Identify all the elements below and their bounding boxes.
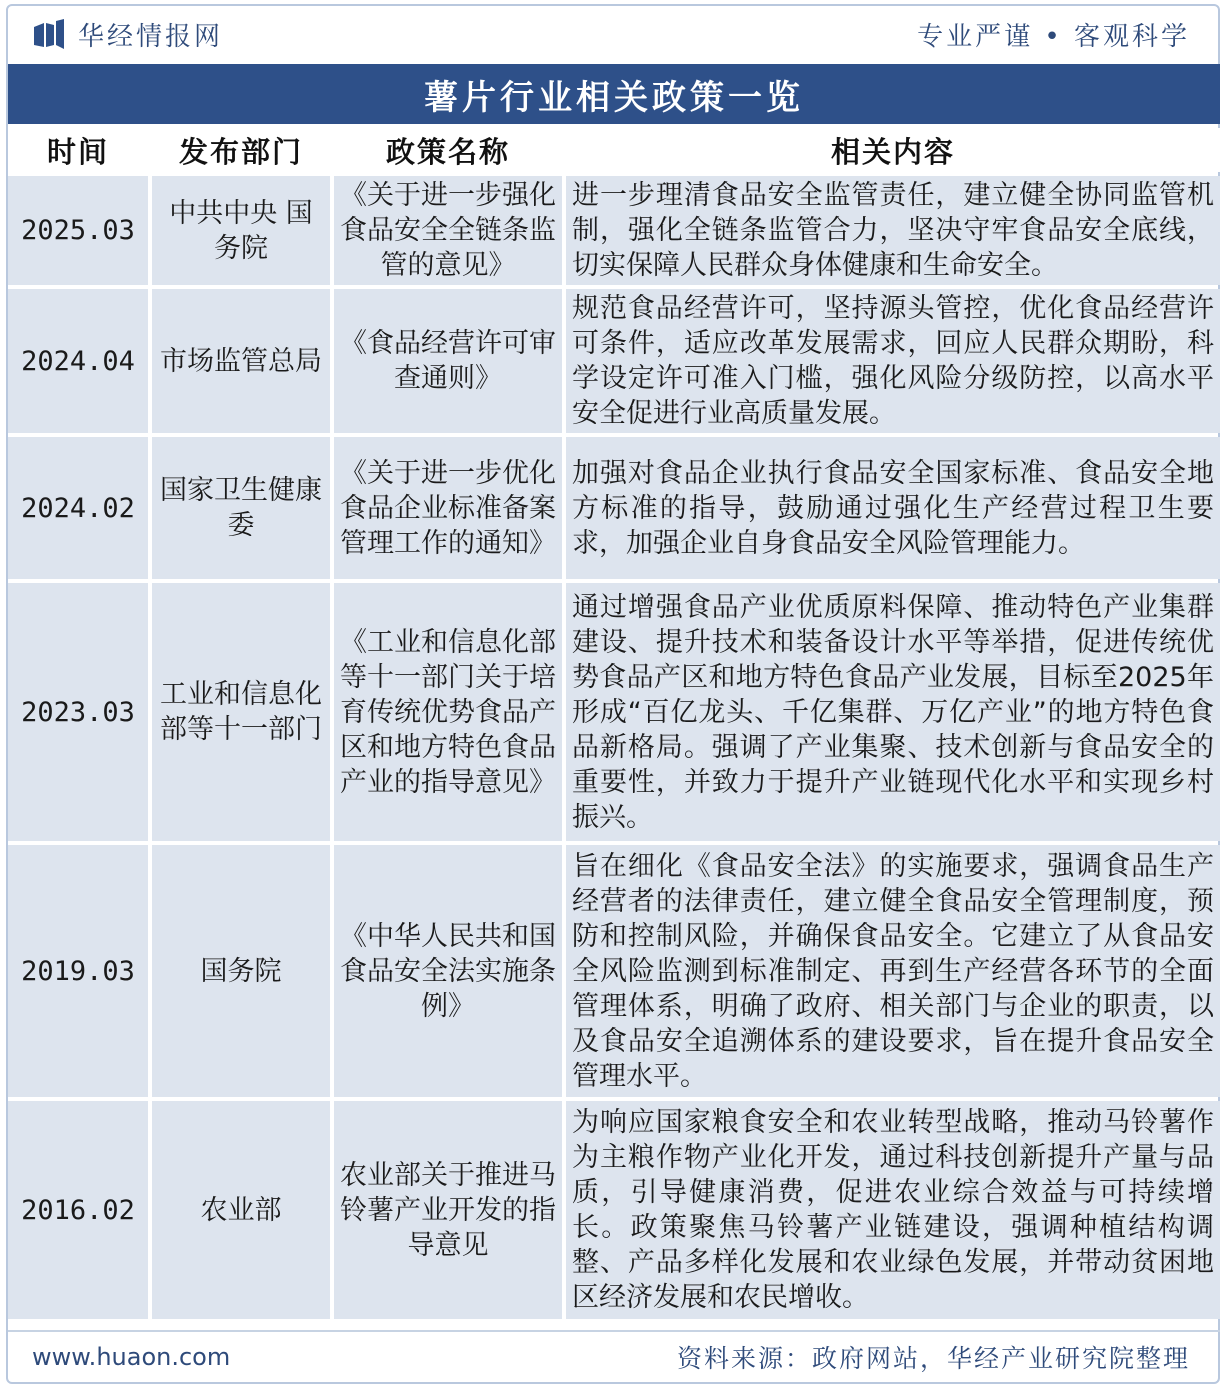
cell-date: 2016.02 <box>8 1101 148 1319</box>
cell-policy-name: 《中华人民共和国食品安全法实施条例》 <box>334 845 562 1097</box>
column-header-dept: 发布部门 <box>152 128 330 172</box>
cell-content: 进一步理清食品安全监管责任，建立健全协同监管机制，强化全链条监管合力，坚决守牢食品安全底线，切实保障人民群众身体健康和生命安全。 <box>566 176 1220 285</box>
footer <box>8 1330 1220 1382</box>
table-row <box>8 176 1220 285</box>
cell-dept: 国家卫生健康委 <box>152 437 330 579</box>
table-row <box>8 1101 1220 1319</box>
column-header-content: 相关内容 <box>566 128 1220 172</box>
cell-content: 规范食品经营许可，坚持源头管控，优化食品经营许可条件，适应改革发展需求，回应人民群众期盼，科学设定许可准入门槛，强化风险分级防控，以高水平安全促进行业高质量发展。 <box>566 289 1220 433</box>
policy-table <box>4 124 1224 1323</box>
source-note: 资料来源：政府网站，华经产业研究院整理 <box>676 1344 1190 1373</box>
cell-policy-name: 《食品经营许可审查通则》 <box>334 289 562 433</box>
table-row <box>8 289 1220 433</box>
tagline: 专业严谨 • 客观科学 <box>917 21 1190 52</box>
column-header-date: 时间 <box>8 128 148 172</box>
table-header-row <box>8 128 1220 172</box>
brand-name: 华经情报网 <box>78 21 224 52</box>
brand <box>8 16 223 53</box>
cell-dept: 市场监管总局 <box>152 289 330 433</box>
table-row <box>8 845 1220 1097</box>
table-row <box>8 583 1220 841</box>
cell-content: 加强对食品企业执行食品安全国家标准、食品安全地方标准的指导，鼓励通过强化生产经营过程卫生要求，加强企业自身食品安全风险管理能力。 <box>566 437 1220 579</box>
header <box>8 6 1220 62</box>
cell-date: 2019.03 <box>8 845 148 1097</box>
table-row <box>8 437 1220 579</box>
cell-dept: 国务院 <box>152 845 330 1097</box>
cell-date: 2025.03 <box>8 176 148 285</box>
cell-dept: 农业部 <box>152 1101 330 1319</box>
cell-content: 旨在细化《食品安全法》的实施要求，强调食品生产经营者的法律责任，建立健全食品安全管理制度，预防和控制风险，并确保食品安全。它建立了从食品安全风险监测到标准制定、再到生产经营各环节的全面管理体系，明确了政府、相关部门与企业的职责，以及食品安全追溯体系的建设要求，旨在提升食品安全管理水平。 <box>566 845 1220 1097</box>
cell-policy-name: 《工业和信息化部等十一部门关于培育传统优势食品产区和地方特色食品产业的指导意见》 <box>334 583 562 841</box>
cell-date: 2024.04 <box>8 289 148 433</box>
cell-date: 2023.03 <box>8 583 148 841</box>
column-header-name: 政策名称 <box>334 128 562 172</box>
page-title: 薯片行业相关政策一览 <box>8 64 1220 124</box>
cell-content: 通过增强食品产业优质原料保障、推动特色产业集群建设、提升技术和装备设计水平等举措，促进传统优势食品产区和地方特色食品产业发展，目标至2025年形成“百亿龙头、千亿集群、万亿产业”的地方特色食品新格局。强调了产业集聚、技术创新与食品安全的重要性，并致力于提升产业链现代化水平和实现乡村振兴。 <box>566 583 1220 841</box>
cell-content: 为响应国家粮食安全和农业转型战略，推动马铃薯作为主粮作物产业化开发，通过科技创新提升产量与品质，引导健康消费，促进农业综合效益与可持续增长。政策聚焦马铃薯产业链建设，强调种植结构调整、产品多样化发展和农业绿色发展，并带动贫困地区经济发展和农民增收。 <box>566 1101 1220 1319</box>
cell-policy-name: 《关于进一步优化食品企业标准备案管理工作的通知》 <box>334 437 562 579</box>
site-url: www.huaon.com <box>32 1343 231 1371</box>
cell-policy-name: 农业部关于推进马铃薯产业开发的指导意见 <box>334 1101 562 1319</box>
cell-dept: 中共中央 国务院 <box>152 176 330 285</box>
cell-dept: 工业和信息化部等十一部门 <box>152 583 330 841</box>
cell-date: 2024.02 <box>8 437 148 579</box>
cell-policy-name: 《关于进一步强化食品安全全链条监管的意见》 <box>334 176 562 285</box>
huajing-logo-icon <box>32 19 66 49</box>
